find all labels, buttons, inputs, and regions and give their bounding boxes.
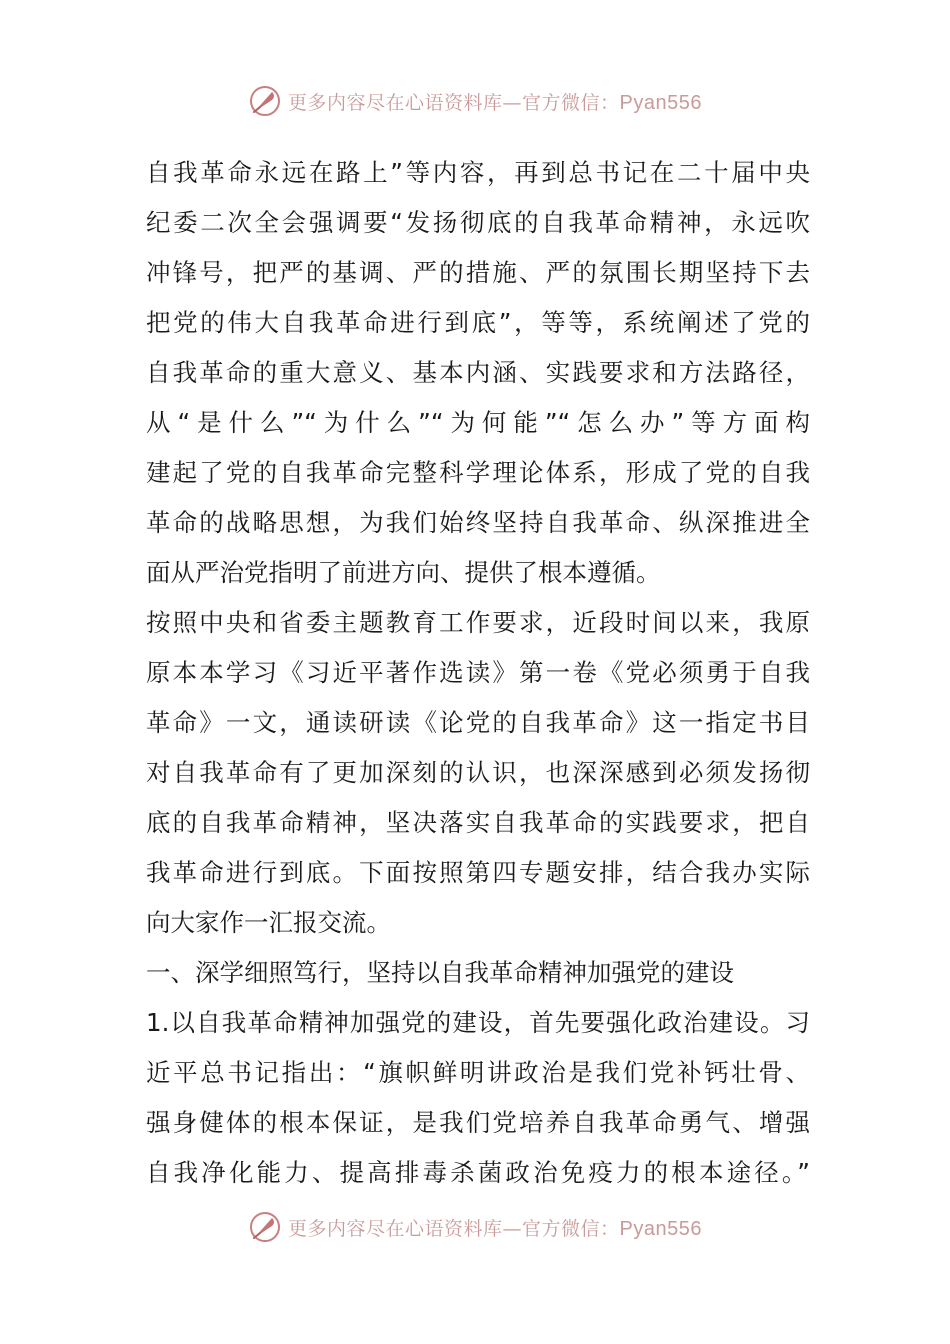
body-line: 建起了党的自我革命完整科学理论体系，形成了党的自我 [146, 458, 810, 487]
body-line: 近平总书记指出：“旗帜鲜明讲政治是我们党补钙壮骨、 [146, 1058, 810, 1087]
body-line: 对自我革命有了更加深刻的认识，也深深感到必须发扬彻 [146, 758, 810, 787]
header-watermark [0, 84, 950, 118]
body-line: 面从严治党指明了前进方向、提供了根本遵循。 [146, 558, 661, 587]
body-line: 我革命进行到底。下面按照第四专题安排，结合我办实际 [146, 858, 810, 887]
body-line: 把党的伟大自我革命进行到底”，等等，系统阐述了党的 [146, 308, 810, 337]
quill-logo-icon [248, 1210, 282, 1244]
body-line: 强身健体的根本保证，是我们党培养自我革命勇气、增强 [146, 1108, 810, 1137]
body-line: 原本本学习《习近平著作选读》第一卷《党必须勇于自我 [146, 658, 810, 687]
body-line: 从“是什么”“为什么”“为何能”“怎么办”等方面构 [146, 408, 810, 437]
body-line: 按照中央和省委主题教育工作要求，近段时间以来，我原 [146, 608, 810, 637]
body-line: 1.以自我革命精神加强党的建设，首先要强化政治建设。习 [146, 1008, 810, 1037]
body-line: 底的自我革命精神，坚决落实自我革命的实践要求，把自 [146, 808, 810, 837]
body-line: 自我革命的重大意义、基本内涵、实践要求和方法路径， [146, 358, 810, 387]
body-line: 纪委二次全会强调要“发扬彻底的自我革命精神，永远吹 [146, 208, 810, 237]
quill-logo-icon [248, 84, 282, 118]
watermark-text: 更多内容尽在心语资料库—官方微信：Pyan556 [288, 1217, 702, 1240]
footer-watermark [0, 1210, 950, 1244]
watermark-text: 更多内容尽在心语资料库—官方微信：Pyan556 [288, 91, 702, 114]
body-line: 革命》一文，通读研读《论党的自我革命》这一指定书目 [146, 708, 810, 737]
body-line: 自我净化能力、提高排毒杀菌政治免疫力的根本途径。” [146, 1158, 810, 1187]
document-body [146, 148, 810, 1198]
body-line: 冲锋号，把严的基调、严的措施、严的氛围长期坚持下去 [146, 258, 810, 287]
body-line: 革命的战略思想，为我们始终坚持自我革命、纵深推进全 [146, 508, 810, 537]
section-heading: 一、深学细照笃行，坚持以自我革命精神加强党的建设 [146, 958, 734, 987]
body-line: 自我革命永远在路上”等内容，再到总书记在二十届中央 [146, 158, 810, 187]
body-line: 向大家作一汇报交流。 [146, 908, 391, 937]
